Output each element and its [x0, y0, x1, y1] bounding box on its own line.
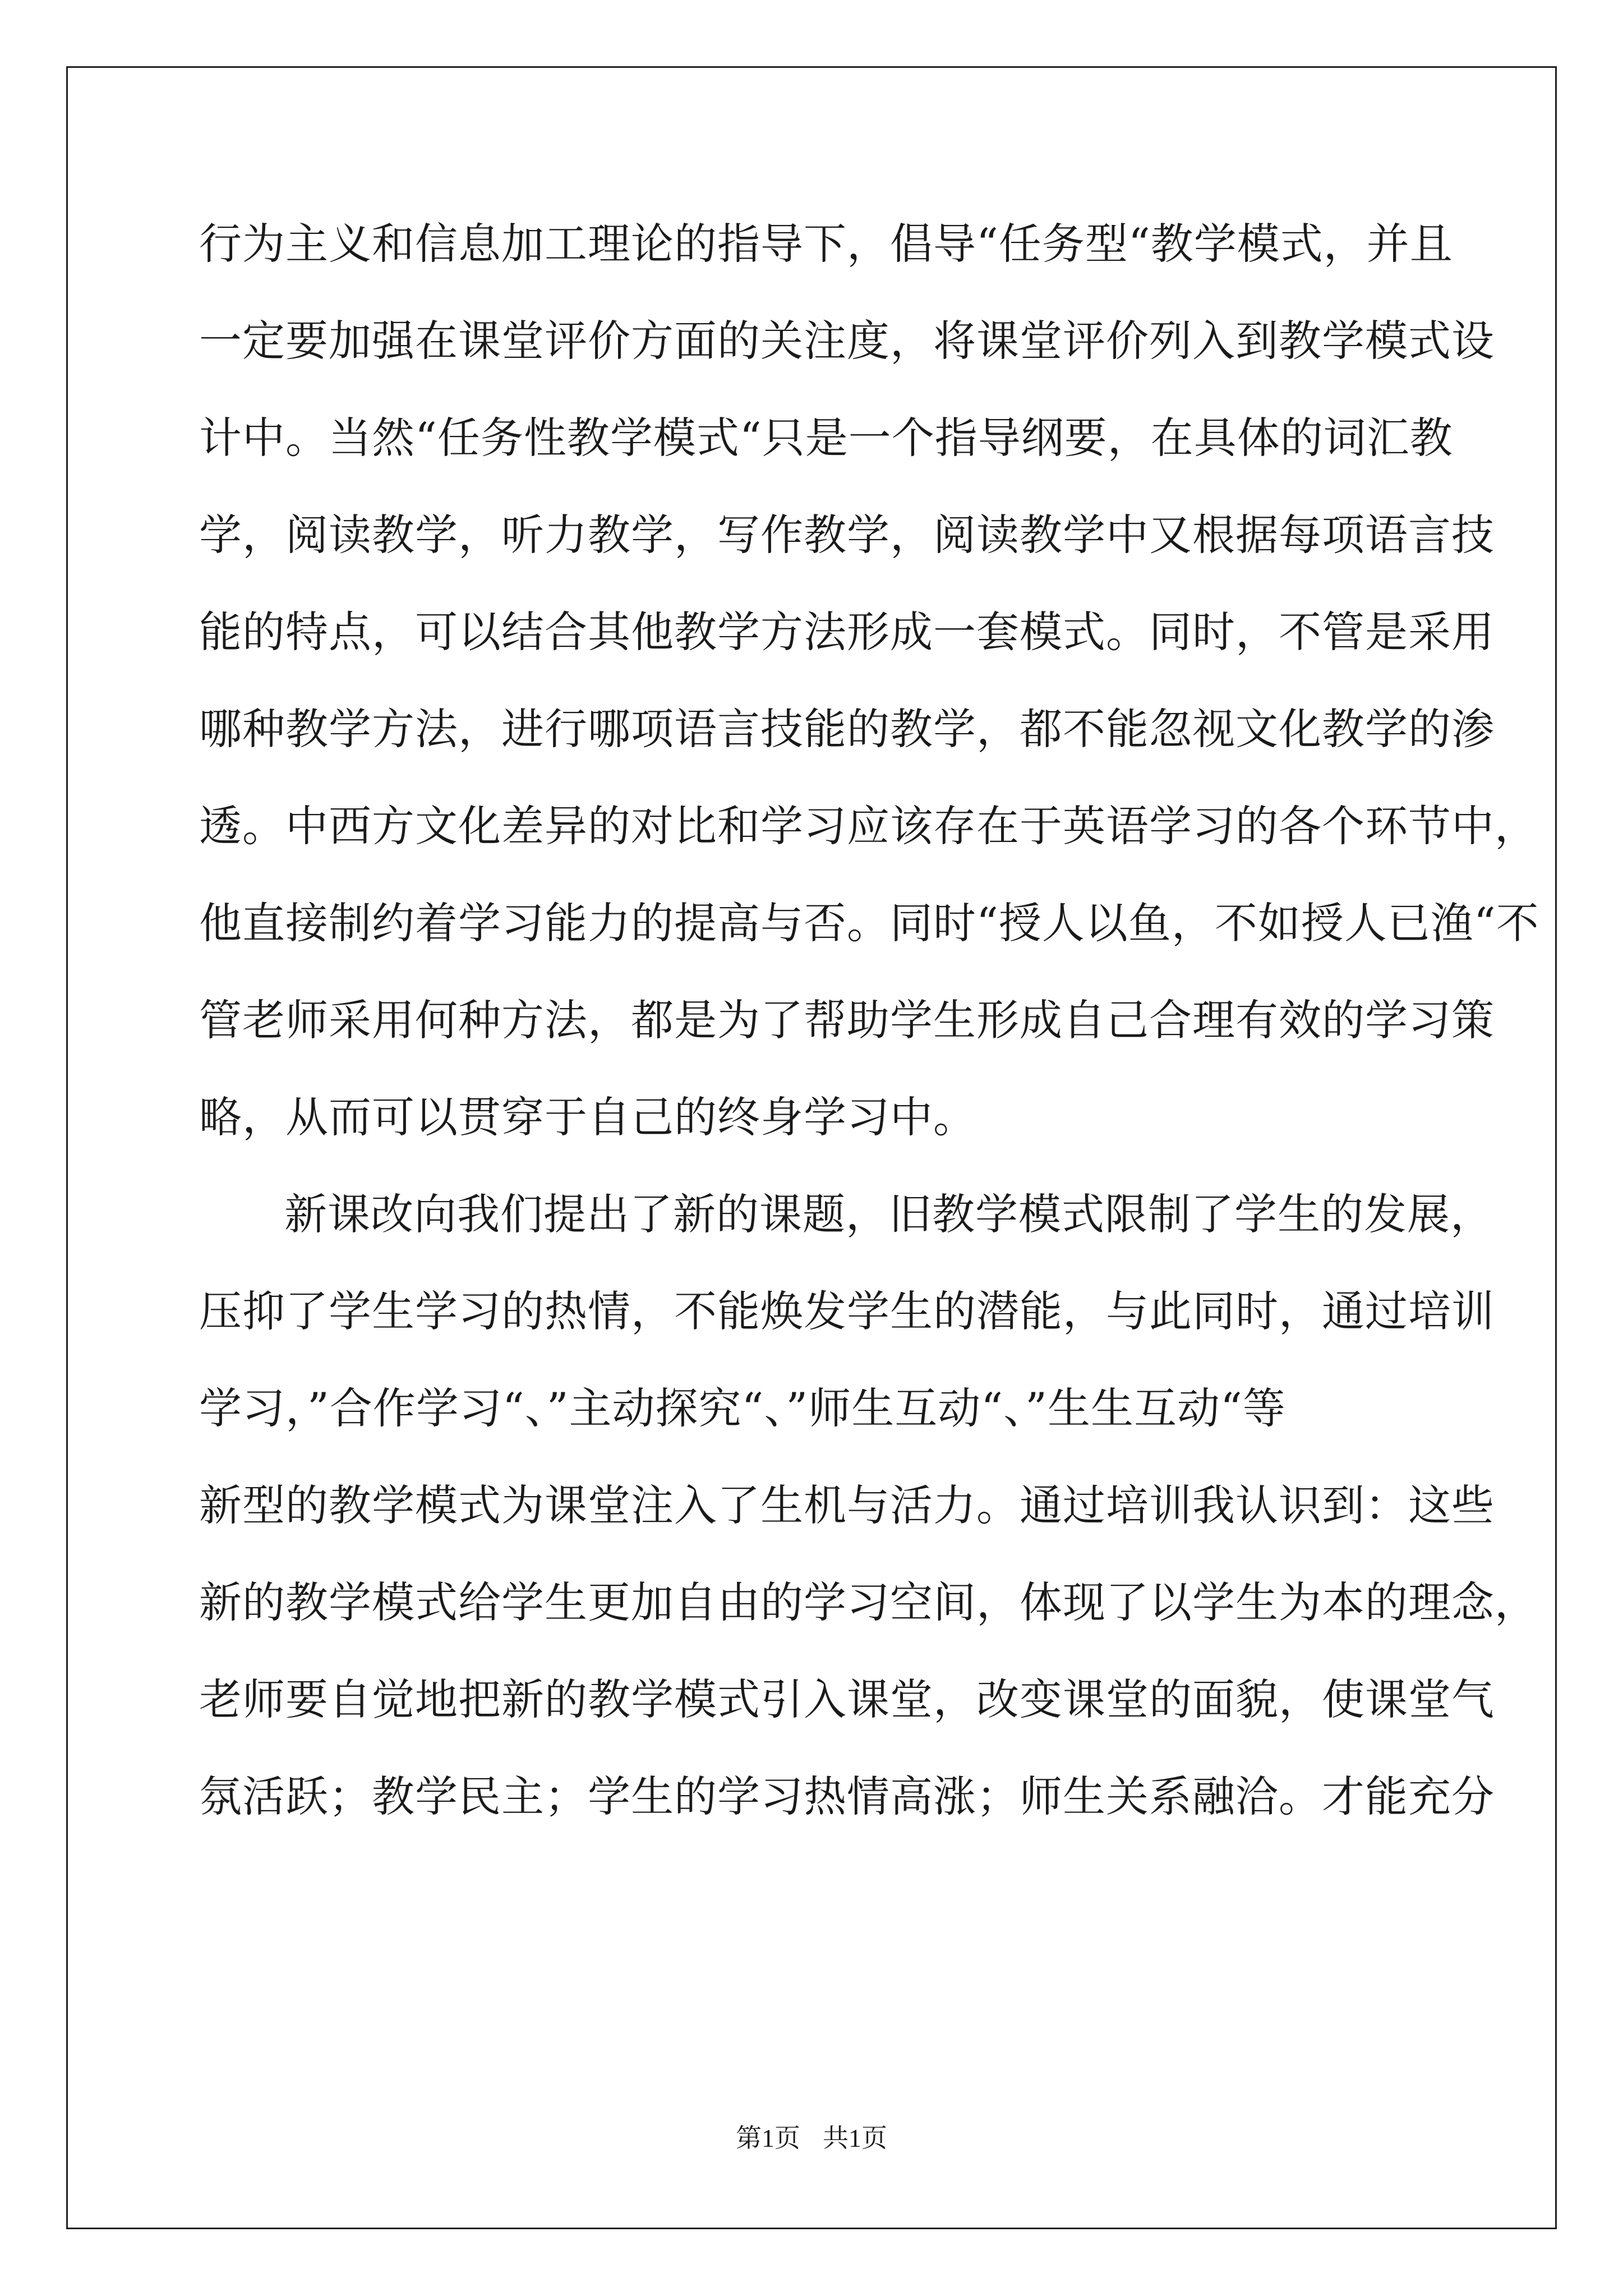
text-line: 管老师采用何种方法，都是为了帮助学生形成自己合理有效的学习策	[199, 995, 1495, 1045]
text-line: 压抑了学生学习的热情，不能焕发学生的潜能，与此同时，通过培训	[199, 1286, 1495, 1336]
text-line: 学，阅读教学，听力教学，写作教学，阅读教学中又根据每项语言技	[199, 510, 1495, 560]
text-line: 计中。当然“任务性教学模式“只是一个指导纲要，在具体的词汇教	[199, 413, 1453, 463]
page-footer	[0, 2122, 1623, 2155]
text-line: 新的教学模式给学生更加自由的学习空间，体现了以学生为本的理念，	[199, 1577, 1538, 1627]
text-line: 老师要自觉地把新的教学模式引入课堂，改变课堂的面貌，使课堂气	[199, 1674, 1495, 1724]
text-line: 他直接制约着学习能力的提高与否。同时“授人以鱼，不如授人已渔“不	[199, 898, 1539, 948]
text-line: 略，从而可以贯穿于自己的终身学习中。	[199, 1092, 976, 1142]
page-total: 共1页	[823, 2124, 887, 2152]
text-line: 氛活跃；教学民主；学生的学习热情高涨；师生关系融洽。才能充分	[199, 1772, 1495, 1821]
text-line: 一定要加强在课堂评价方面的关注度，将课堂评价列入到教学模式设	[199, 316, 1495, 366]
text-line: 新型的教学模式为课堂注入了生机与活力。通过培训我认识到：这些	[199, 1480, 1495, 1530]
text-line: 能的特点，可以结合其他教学方法形成一套模式。同时，不管是采用	[199, 607, 1495, 657]
text-line: 学习，”合作学习“、”主动探究“、”师生互动“、”生生互动“等	[199, 1383, 1286, 1433]
page-number: 第1页	[736, 2124, 800, 2152]
paragraph-first-line: 新课改向我们提出了新的课题，旧教学模式限制了学生的发展，	[284, 1189, 1493, 1239]
page-border	[66, 66, 1557, 2229]
text-line: 哪种教学方法，进行哪项语言技能的教学，都不能忽视文化教学的渗	[199, 704, 1495, 754]
text-line: 透。中西方文化差异的对比和学习应该存在于英语学习的各个环节中，	[199, 801, 1538, 851]
text-line: 行为主义和信息加工理论的指导下，倡导“任务型“教学模式，并且	[199, 219, 1453, 269]
